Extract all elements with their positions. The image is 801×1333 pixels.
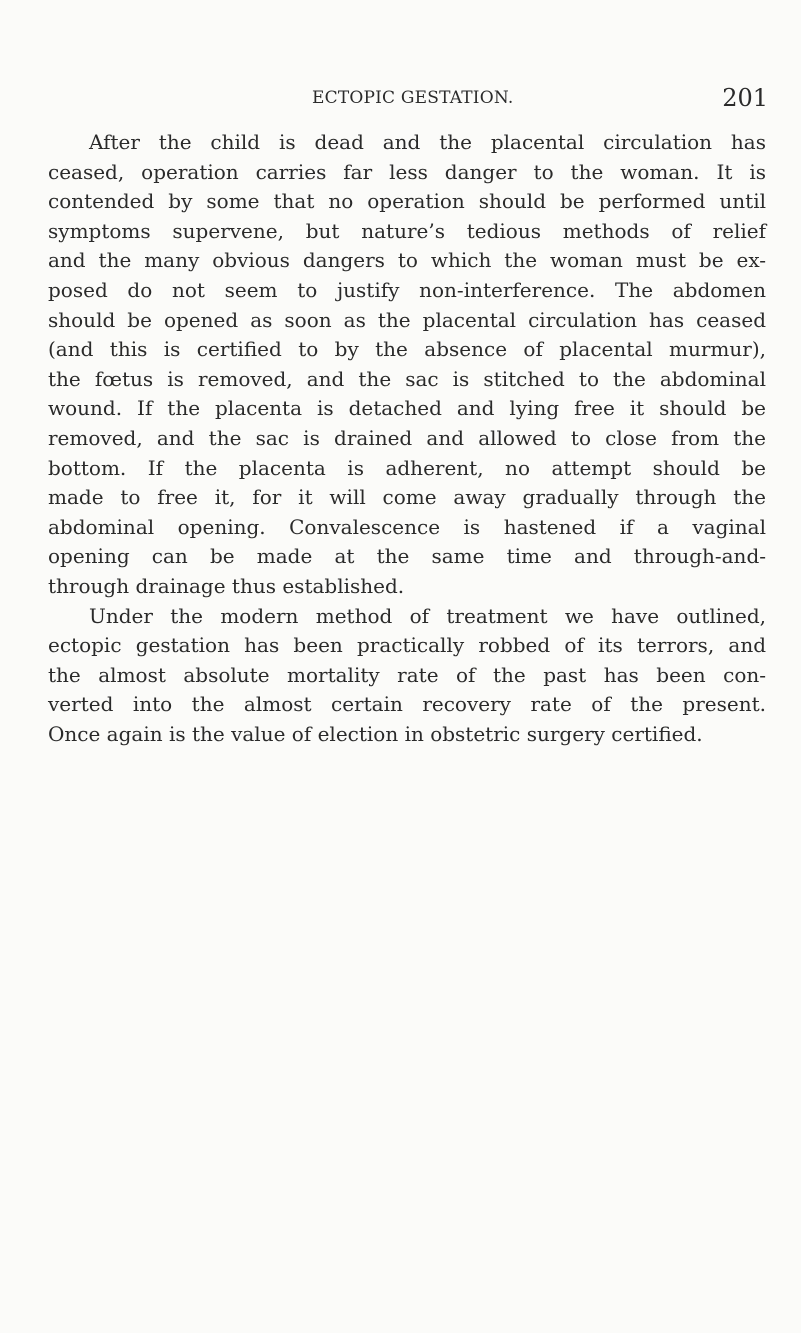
text-line: After the child is dead and the placental circulation has [89,130,766,154]
text-line: (and this is certified to by the absence of placental murmur), [48,337,766,362]
paragraph-2 [48,602,766,750]
text-line: bottom. If the placenta is adherent, no attempt should be [48,455,766,480]
text-line: Under the modern method of treatment we have outlined, [89,603,766,628]
text-line: Once again is the value of election in obstetric surgery certified. [48,721,703,746]
text-line: ceased, operation carries far less danger to the woman. It is [48,159,766,184]
text-line: should be opened as soon as the placental circulation has ceased [48,307,766,332]
text-line: through drainage thus established. [48,573,405,598]
text-line: abdominal opening. Convalescence is hastened if a vaginal [48,514,766,539]
text-line: verted into the almost certain recovery rate of the present. [48,692,766,717]
text-line: contended by some that no operation should be performed until [48,189,766,214]
text-line: made to free it, for it will come away gradually through the [48,485,766,510]
paragraph-1 [48,128,766,602]
page-header [48,84,768,118]
text-line: posed do not seem to justify non-interference. The abdomen [48,277,766,302]
text-line: wound. If the placenta is detached and lying free it should be [48,396,766,421]
running-title: ECTOPIC GESTATION. [312,88,514,108]
text-line: opening can be made at the same time and through-and- [48,544,766,569]
text-line: ectopic gestation has been practically robbed of its terrors, and [48,633,766,658]
text-line: the fœtus is removed, and the sac is stitched to the abdominal [48,366,766,391]
body-text [48,128,766,749]
text-line: and the many obvious dangers to which the woman must be ex- [48,248,766,273]
text-line: symptoms supervene, but nature’s tedious methods of relief [48,218,766,243]
page-number: 201 [722,84,768,112]
text-line: the almost absolute mortality rate of the past has been con- [48,662,766,687]
text-line: removed, and the sac is drained and allowed to close from the [48,425,766,450]
